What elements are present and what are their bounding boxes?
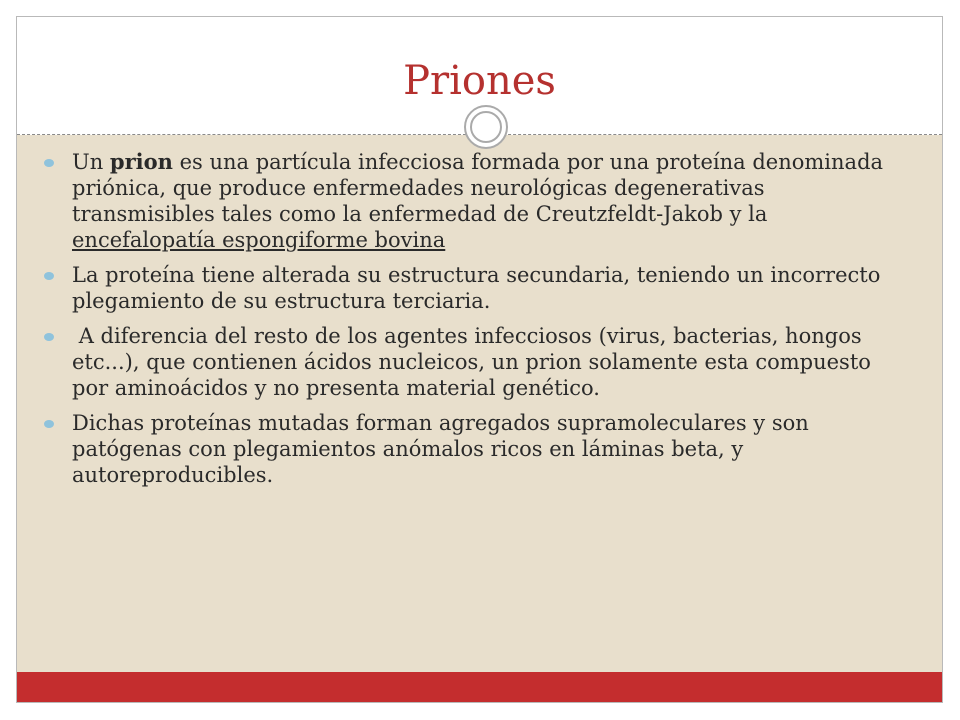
slide-title: Priones <box>403 58 556 104</box>
bullet-item-1 <box>56 149 896 253</box>
bullet-item-2 <box>56 262 896 314</box>
encefalopatia-link[interactable]: encefalopatía espongiforme bovina <box>72 228 446 252</box>
bottom-accent-bar <box>17 672 942 703</box>
bullet-1-body: es una partícula infecciosa formada por una proteína denominada priónica, que produce enfermedades neurológicas degenerativas transmisibles tales como la enfermedad de Creutzfeldt-Jakob y la <box>72 150 884 226</box>
bullet-list <box>56 149 896 497</box>
bullet-1-pre: Un <box>72 150 110 174</box>
bullet-item-4 <box>56 410 896 488</box>
decorative-ring-icon <box>464 105 508 149</box>
bullet-1-bold-term: prion <box>109 149 173 174</box>
bullet-2-text: La proteína tiene alterada su estructura secundaria, teniendo un incorrecto plegamiento de su estructura terciaria. <box>72 263 881 313</box>
bullet-item-3 <box>56 323 896 401</box>
bullet-4-text: Dichas proteínas mutadas forman agregados supramoleculares y son patógenas con plegamientos anómalos ricos en láminas beta, y autoreproducibles. <box>72 411 809 487</box>
bullet-3-text: A diferencia del resto de los agentes infecciosos (virus, bacterias, hongos etc...), que contienen ácidos nucleicos, un prion solamente esta compuesto por aminoácidos y no presenta material genético. <box>72 324 878 400</box>
